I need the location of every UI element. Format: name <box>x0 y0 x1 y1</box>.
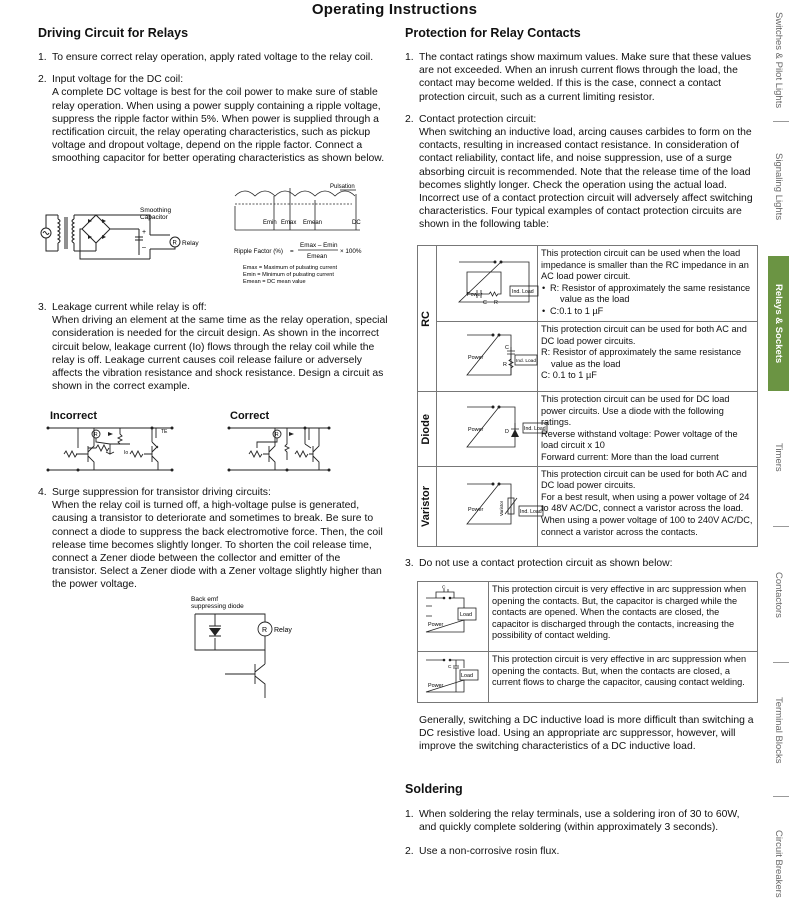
sidebar-tab-signaling[interactable] <box>768 132 789 242</box>
protection-item-2-title: Contact protection circuit: <box>419 113 537 125</box>
correct-r-label: R <box>275 432 279 438</box>
right-closing-block <box>419 714 757 754</box>
bad2-diagram-cell <box>418 652 489 703</box>
rc1-text: This protection circuit can be used when the load impedance is smaller than the RC impedance in an AC load power circuit. <box>541 248 749 282</box>
rc2-l1: R: Resistor of approximately the same resistance <box>541 347 742 358</box>
item-number: 2. <box>405 846 414 858</box>
varistor-ind-load: Ind. Load <box>520 509 542 516</box>
diode-label-cell <box>418 392 437 467</box>
bad1-load: Load <box>460 611 472 618</box>
relay-label: Relay <box>182 240 199 247</box>
category-sidebar <box>768 0 789 921</box>
varistor-power: Power <box>468 507 484 514</box>
bad1-power: Power <box>428 621 444 628</box>
soldering-block <box>405 808 757 859</box>
ripple-factor-diagram <box>230 182 390 292</box>
sidebar-tab-terminal[interactable] <box>768 670 789 790</box>
pulsation-label: Pulsation <box>330 184 355 190</box>
right-text-block-1 <box>405 51 757 232</box>
sidebar-tab-timers[interactable] <box>768 395 789 520</box>
sidebar-tab-terminal-label: Terminal Blocks <box>773 696 784 764</box>
rc1-ind-load: Ind. Load <box>512 288 534 295</box>
driving-item-4 <box>38 486 388 592</box>
incorrect-label: Incorrect <box>50 410 98 422</box>
soldering-heading: Soldering <box>405 782 463 796</box>
sidebar-divider <box>773 121 789 122</box>
sidebar-tab-relays-label: Relays & Sockets <box>773 283 784 364</box>
protection-item-1-text: The contact ratings show maximum values. Make sure that these values are not exceeded. When an inrush current flows through the load, the contact may become welded. If this is the case, connect a contact protection circuit, such as a current limiting resistor. <box>419 52 752 103</box>
ripple-denominator: Emean <box>307 253 327 260</box>
diode-diagram-cell <box>437 392 546 467</box>
bad2-load: Load <box>461 673 473 679</box>
sidebar-tab-contactors[interactable] <box>768 532 789 658</box>
diode-d: D <box>505 428 509 435</box>
item-number: 1. <box>405 52 414 63</box>
correct-label: Correct <box>230 410 270 422</box>
diode-l2: Forward current: More than the load current <box>541 451 719 462</box>
driving-item-2-title: Input voltage for the DC coil: <box>52 74 184 86</box>
relay-r-label: R <box>172 240 177 247</box>
left-text-block-1 <box>38 51 388 166</box>
varistor-text-cell <box>538 466 758 546</box>
rc1-bullet-1 <box>550 283 754 306</box>
rc1-b2: C:0.1 to 1 µF <box>550 305 604 316</box>
diode-circuit-svg <box>437 397 546 457</box>
diode-label: Diode <box>420 413 433 445</box>
suppressing-diode-label: suppressing diode <box>191 603 244 610</box>
emax-label: Emax <box>281 220 297 226</box>
driving-item-3 <box>38 301 388 393</box>
driving-item-1 <box>38 51 388 64</box>
ripple-factor-label: Ripple Factor (%) <box>234 248 283 255</box>
protection-heading: Protection for Relay Contacts <box>405 26 581 40</box>
driving-circuit-heading: Driving Circuit for Relays <box>38 26 189 40</box>
dc-label: DC <box>352 220 361 226</box>
sidebar-tab-relays[interactable] <box>768 256 789 391</box>
protection-item-2-text: When switching an inductive load, arcing causes carbides to form on the contacts, resulting in increased contact resistance. In consideration of contact reliability, contact life, and noise suppression, use of a surge absorbing circuit is recommended. Note that the release time of the load becomes slightly longer. Check the operation using the actual load. Incorrect use of a contact protection circuit will adversely affect switching characteristics. Four typical examples of contact protection circuits are shown in the following table: <box>419 127 753 231</box>
rc1-r: R <box>494 299 498 306</box>
plus-label: + <box>142 229 147 236</box>
protection-circuit-table <box>417 245 758 547</box>
smoothing-label: Smoothing <box>140 207 172 214</box>
diode-ind-load: Ind. Load <box>524 425 546 432</box>
item-number: 2. <box>38 74 47 86</box>
varistor-l2: When using a power voltage of 100 to 240V AC/DC, connect a varistor across the contacts. <box>541 514 753 537</box>
sidebar-divider <box>773 796 789 797</box>
legend-emax: Emax = Maximum of pulsating current <box>243 265 338 271</box>
driving-item-3-text: When driving an element at the same time as the relay operation, special consideration is needed for the circuit design. As shown in the incorrect circuit below, leakage current (Io) flows through the relay coil while the relay is off. Leakage current causes coil release failure or adversely affects the vibration resistance and shock resistance. Design a circuit as shown in the correct example. <box>52 315 388 393</box>
driving-item-4-title: Surge suppression for transistor driving circuits: <box>52 487 271 498</box>
sidebar-tab-signaling-label: Signaling Lights <box>773 153 784 221</box>
rc2-text: This protection circuit can be used for both AC and DC load power circuits. <box>541 324 747 346</box>
bad2-circuit-svg <box>418 652 488 698</box>
rc2-c: C <box>505 344 509 351</box>
incorrect-te-label: TE <box>161 429 168 435</box>
sidebar-tab-timers-label: Timers <box>773 443 784 472</box>
soldering-item-2 <box>405 845 757 858</box>
io-label: Io <box>124 450 129 456</box>
do-not-use-table <box>417 581 758 703</box>
sidebar-tab-switches-label: Switches & Pilot Lights <box>773 11 784 109</box>
legend-emin: Emin = Minimum of pulsating current <box>243 272 334 278</box>
surge-relay-label: Relay <box>274 627 292 634</box>
closing-paragraph: Generally, switching a DC inductive load is more difficult than switching a DC resistive load. Using an appropriate arc suppressor, however, will improve the switching characteristics of a DC inductive load. <box>419 715 754 753</box>
sidebar-tab-switches[interactable] <box>768 4 789 116</box>
rc1-b1b: value as the load <box>560 294 630 305</box>
protection-item-3-title: Do not use a contact protection circuit as shown below: <box>419 558 673 569</box>
bad2-text: This protection circuit is very effective in arc suppression when opening the contacts. But, when the contacts are closed, a current flows to charge the capacitor, causing contact welding. <box>492 654 747 688</box>
driving-item-1-text: To ensure correct relay operation, apply rated voltage to the relay coil. <box>52 52 374 63</box>
equals-sign: = <box>290 248 294 255</box>
bad2-c: C <box>448 665 452 670</box>
varistor-label-cell <box>418 466 437 546</box>
diode-text-cell <box>538 392 758 467</box>
smoothing-capacitor-diagram <box>40 207 210 263</box>
correct-leakage-diagram <box>229 424 331 476</box>
soldering-item-1-text: When soldering the relay terminals, use a soldering iron of 30 to 60W, and quickly complete soldering (within approximately 3 seconds). <box>419 809 740 834</box>
bad1-circuit-svg <box>418 586 488 644</box>
rc-label: RC <box>420 310 433 327</box>
protection-item-1 <box>405 51 757 104</box>
table-row <box>418 246 758 322</box>
rc1-c: C <box>483 299 487 306</box>
minus-label: – <box>142 244 146 251</box>
rc1-power: Power <box>467 291 483 298</box>
emean-label: Emean <box>303 220 323 226</box>
rc1-circuit-svg <box>437 252 537 312</box>
rc2-l2: C: 0.1 to 1 µF <box>541 370 597 381</box>
diode-power: Power <box>468 426 484 433</box>
ripple-times: × 100% <box>340 248 362 255</box>
back-emf-label: Back emf <box>191 596 219 603</box>
soldering-item-2-text: Use a non-corrosive rosin flux. <box>419 846 560 858</box>
page-title: Operating Instructions <box>311 1 478 18</box>
driving-item-2-text: A complete DC voltage is best for the coil power to make sure of stable relay operation. When using a power supply containing a ripple voltage, suppress the ripple factor within 5%. When power is supplied through a rectification circuit, the relay operating characteristics, such as pickup voltage and dropout voltage, depend on the ripple factor. Connect a smoothing capacitor for better operating characteristics as shown below. <box>52 87 385 165</box>
varistor-diagram-cell <box>437 466 542 546</box>
ripple-svg <box>230 182 390 292</box>
rc2-text-cell <box>538 322 758 392</box>
incorrect-leakage-diagram <box>48 424 176 476</box>
driving-item-2 <box>38 73 388 165</box>
left-text-block-3 <box>38 486 388 592</box>
protection-item-2 <box>405 113 757 232</box>
left-text-block-2 <box>38 301 388 393</box>
varistor-label: Varistor <box>420 485 433 527</box>
sidebar-tab-contactors-label: Contactors <box>773 572 784 618</box>
legend-emean: Emean = DC mean value <box>243 279 306 285</box>
rc2-power: Power <box>468 354 484 361</box>
sidebar-tab-breakers[interactable] <box>768 806 789 921</box>
soldering-item-1 <box>405 808 757 834</box>
rc1-bullet-2 <box>550 306 754 318</box>
item-number: 3. <box>405 558 414 569</box>
rc1-list <box>541 283 754 318</box>
driving-item-4-text: When the relay coil is turned off, a high-voltage pulse is generated, causing a transistor to deteriorate and sometimes to break. Be sure to connect a diode to suppress the back electromotive force. Then, the coil release time becomes slightly longer. To shorten the coil release time, connect a Zener diode between the collector and emitter of the transistor. Select a Zener diode with a Zener voltage slightly higher than the power voltage. <box>52 500 383 591</box>
diode-l1: Reverse withstand voltage: Power voltage of the <box>541 428 738 439</box>
driving-item-3-title: Leakage current while relay is off: <box>52 302 207 313</box>
emin-label: Emin <box>263 220 277 226</box>
table-row <box>418 466 758 546</box>
table-row <box>418 582 758 652</box>
right-text-block-2 <box>405 557 757 570</box>
item-number: 1. <box>405 809 414 820</box>
rc1-text-cell <box>538 246 758 322</box>
sidebar-divider <box>773 526 789 527</box>
item-number: 1. <box>38 52 47 63</box>
item-number: 4. <box>38 487 47 498</box>
rc-label-cell <box>418 246 437 392</box>
bad1-text: This protection circuit is very effective in arc suppression when opening the contacts. But, the capacitor is charged while the contacts are opened. When the contacts are closed, the capacitor is discharged through the contacts, increasing the possibility of contact welding. <box>492 584 747 641</box>
varistor-small-label: Varistor <box>499 501 504 517</box>
bad2-text-cell <box>489 652 758 703</box>
varistor-l1: For a best result, when using a power voltage of 24 to 48V AC/DC, connect a varistor across the load. <box>541 491 750 514</box>
table-row <box>418 392 758 467</box>
item-number: 3. <box>38 302 47 313</box>
varistor-text: This protection circuit can be used for both AC and DC load power circuits. <box>541 468 747 491</box>
rc2-l1b: value as the load <box>551 358 621 369</box>
item-number: 2. <box>405 113 414 125</box>
table-row <box>418 652 758 703</box>
rc2-circuit-svg <box>437 325 537 385</box>
rc2-r: R <box>503 361 507 368</box>
bad2-power: Power <box>428 683 444 689</box>
ripple-numerator: Emax – Emin <box>300 242 338 249</box>
sidebar-divider <box>773 662 789 663</box>
capacitor-label: Capacitor <box>140 214 168 221</box>
table-row <box>418 322 758 392</box>
bad1-c: C <box>442 585 446 591</box>
rc2-ind-load: Ind. Load <box>516 358 537 364</box>
incorrect-r-label: R <box>94 432 98 438</box>
protection-item-3 <box>405 557 757 570</box>
bad1-text-cell <box>489 582 758 652</box>
sidebar-tab-breakers-label: Circuit Breakers <box>773 829 784 898</box>
diode-text: This protection circuit can be used for DC load power circuits. Use a diode with the following ratings. <box>541 394 730 428</box>
varistor-circuit-svg <box>437 474 542 534</box>
bad1-diagram-cell <box>418 582 489 652</box>
surge-suppression-diagram <box>185 594 295 704</box>
rc1-b1: R: Resistor of approximately the same resistance <box>550 282 751 293</box>
diode-l1b: load circuit x 10 <box>541 440 605 451</box>
rc1-diagram-cell <box>437 246 538 322</box>
surge-relay-r: R <box>262 627 268 634</box>
smoothing-circuit-svg <box>40 207 210 263</box>
rc2-diagram-cell <box>437 322 538 392</box>
